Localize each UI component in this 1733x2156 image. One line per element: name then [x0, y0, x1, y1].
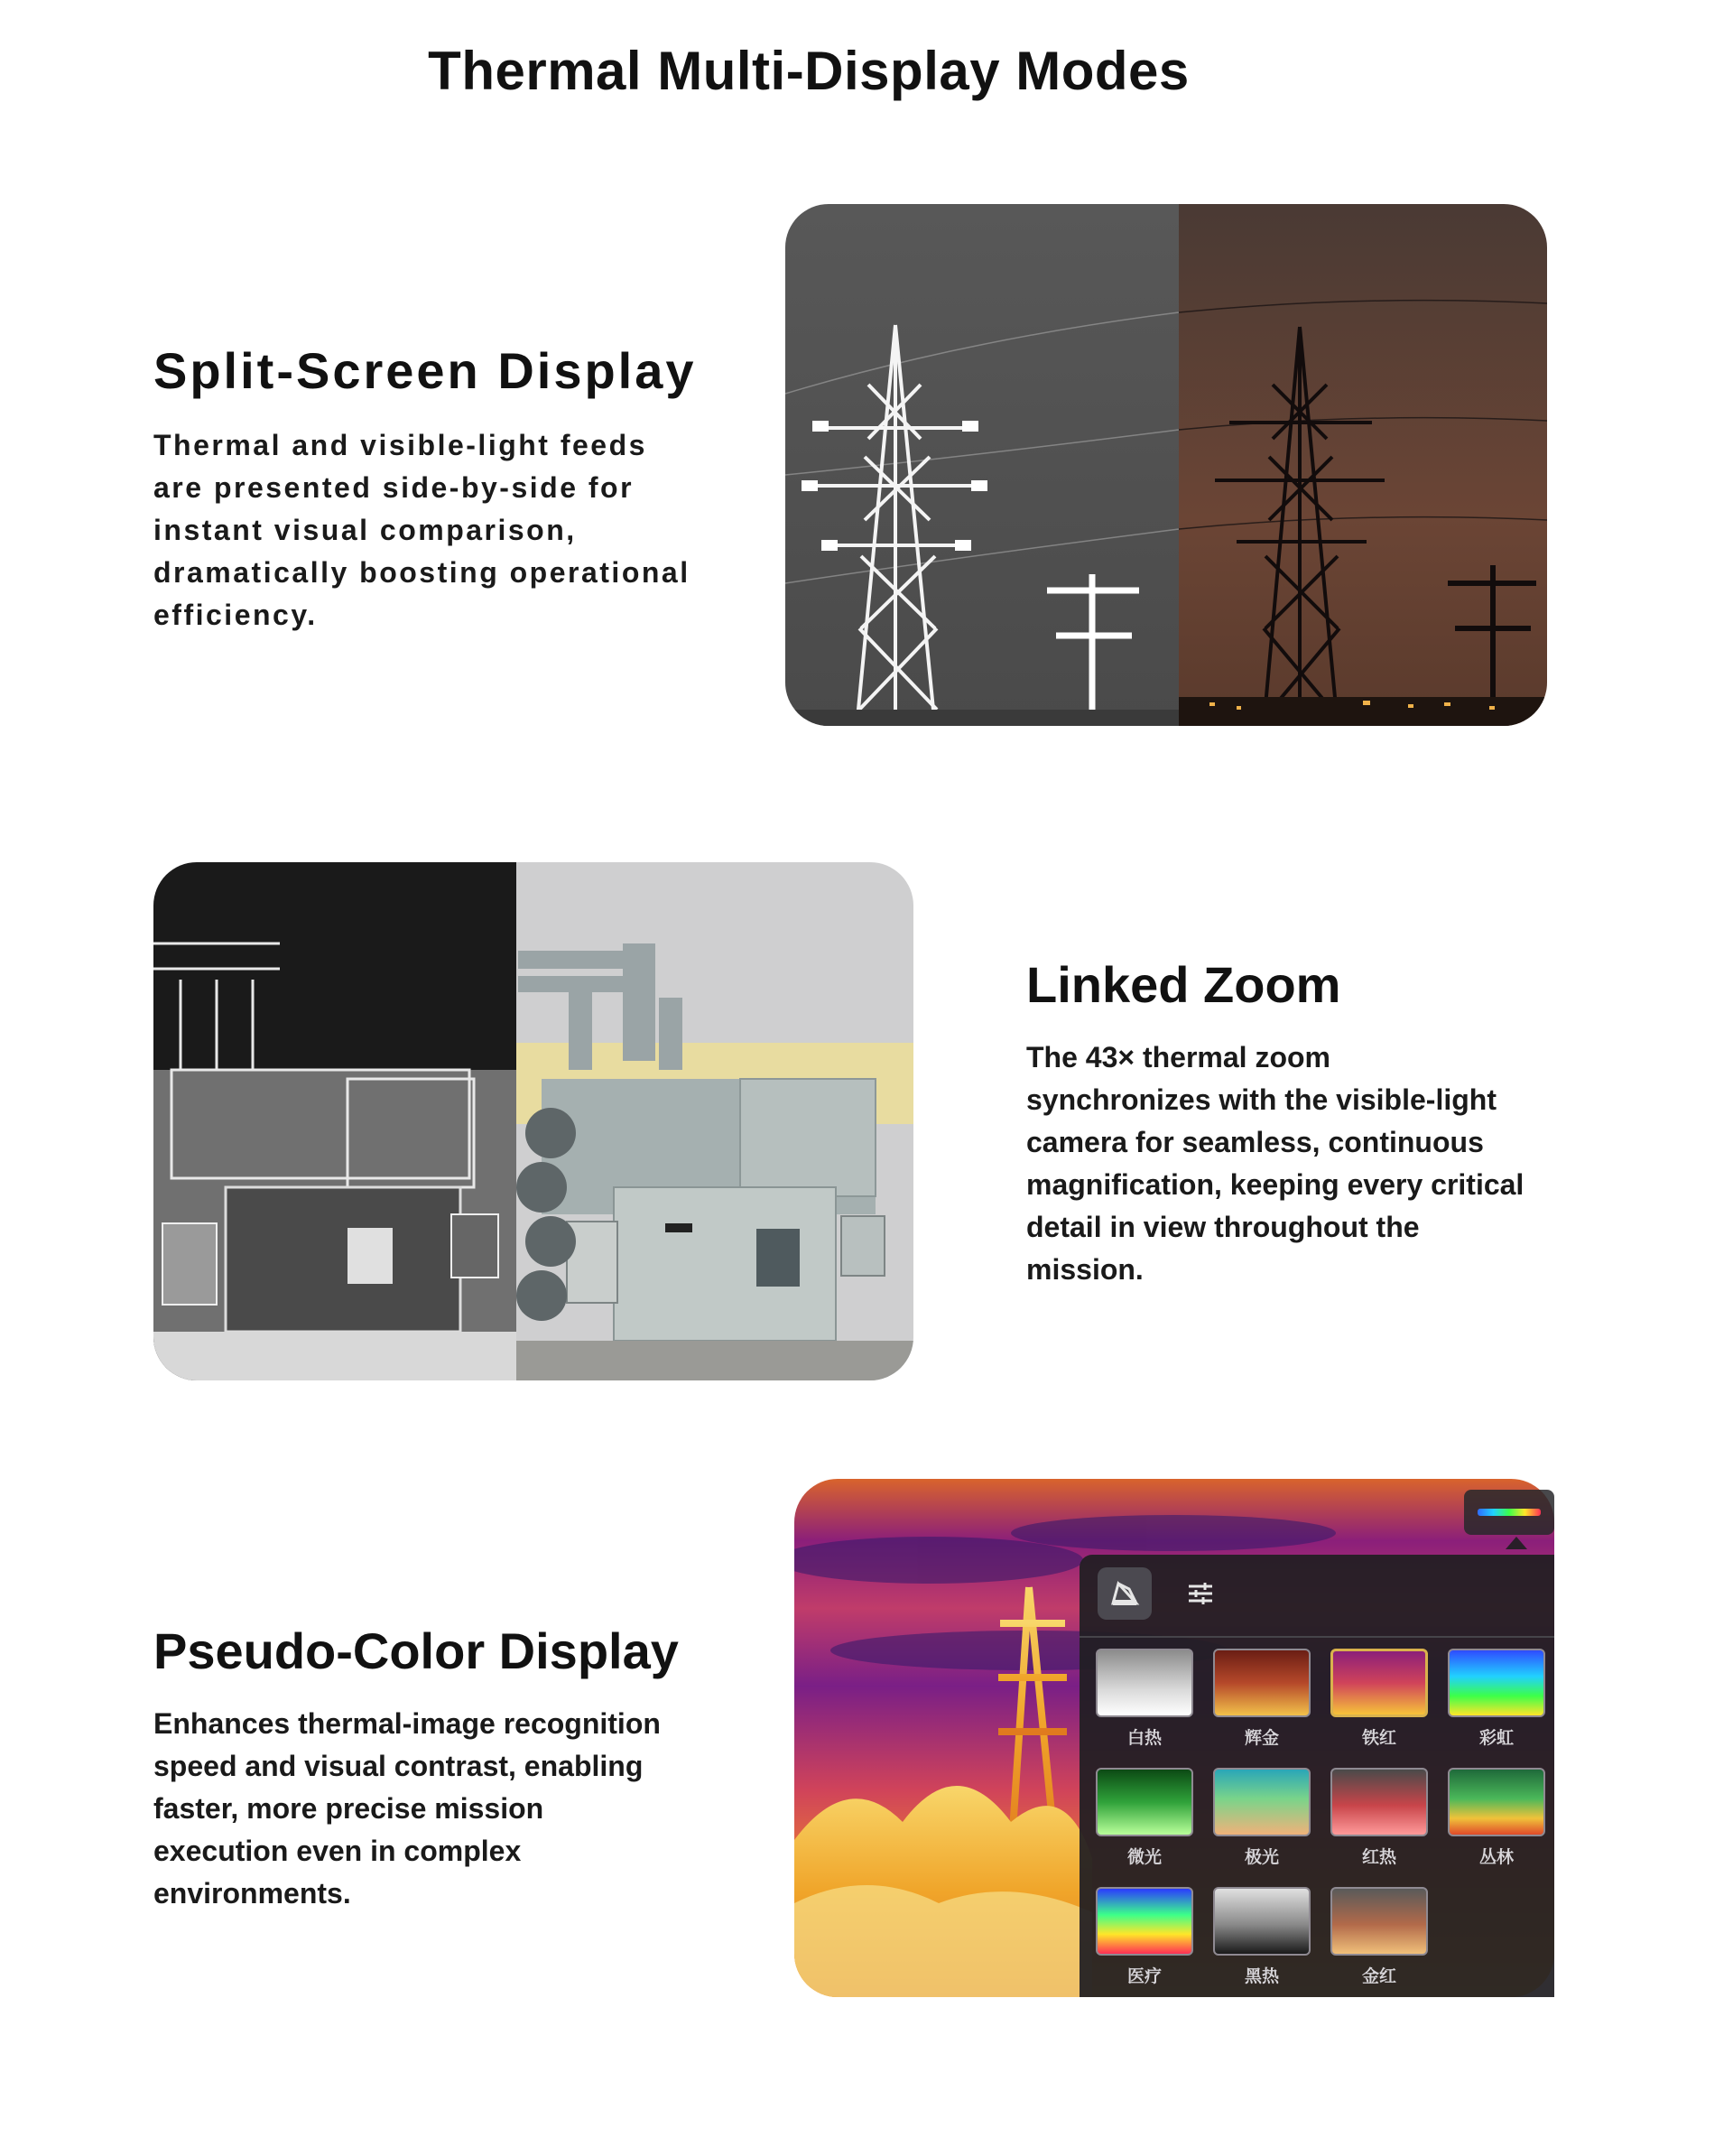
palette-label: 金红	[1361, 1966, 1396, 1986]
tab-palette[interactable]	[1098, 1567, 1152, 1620]
pseudo-color-description	[153, 1703, 661, 1915]
palette-menu-separator	[1080, 1636, 1554, 1638]
palette-option-gold-red[interactable]	[1330, 1887, 1428, 1992]
linked-zoom-image	[153, 862, 913, 1380]
palette-menu-tabs	[1098, 1567, 1228, 1620]
palette-label: 极光	[1244, 1847, 1279, 1867]
description-line: execution even in complex	[153, 1835, 522, 1867]
description-line: The 43× thermal zoom	[1026, 1041, 1330, 1073]
palette-swatch	[1096, 1768, 1193, 1836]
palette-label: 红热	[1361, 1847, 1396, 1867]
palette-option-lowlight[interactable]	[1096, 1768, 1193, 1873]
palette-option-red-hot[interactable]	[1330, 1768, 1428, 1873]
description-line: faster, more precise mission	[153, 1792, 544, 1825]
description-line: environments.	[153, 1877, 351, 1910]
split-screen-title: Split-Screen Display	[153, 342, 697, 399]
palette-swatch	[1213, 1768, 1311, 1836]
palette-swatch	[1330, 1649, 1428, 1717]
palette-swatch	[1096, 1887, 1193, 1956]
description-line: mission.	[1026, 1253, 1144, 1286]
rainbow-bar-icon	[1478, 1506, 1541, 1519]
palette-icon	[1109, 1580, 1140, 1607]
palette-option-gold[interactable]	[1213, 1649, 1311, 1753]
palette-swatch	[1330, 1887, 1428, 1956]
palette-label: 丛林	[1478, 1847, 1514, 1867]
palette-picker-button[interactable]	[1464, 1490, 1554, 1535]
description-line: dramatically boosting operational	[153, 556, 690, 589]
description-line: detail in view throughout the	[1026, 1211, 1420, 1243]
palette-option-black-hot[interactable]	[1213, 1887, 1311, 1992]
palette-label: 铁红	[1361, 1728, 1396, 1748]
palette-label: 医疗	[1126, 1966, 1162, 1986]
palette-option-jungle[interactable]	[1448, 1768, 1545, 1873]
palette-option-medical[interactable]	[1096, 1887, 1193, 1992]
palette-option-white-hot[interactable]	[1096, 1649, 1193, 1753]
description-line: magnification, keeping every critical	[1026, 1168, 1524, 1201]
palette-swatch	[1213, 1649, 1311, 1717]
tab-adjust[interactable]	[1173, 1567, 1228, 1620]
palette-option-aurora[interactable]	[1213, 1768, 1311, 1873]
description-line: are presented side-by-side for	[153, 471, 635, 504]
palette-label: 白热	[1126, 1728, 1162, 1748]
palette-label: 黑热	[1244, 1966, 1279, 1986]
linked-zoom-description	[1026, 1036, 1524, 1291]
palette-label: 辉金	[1244, 1728, 1279, 1748]
palette-label: 微光	[1126, 1847, 1162, 1867]
palette-swatch	[1213, 1887, 1311, 1956]
split-screen-image	[785, 204, 1547, 726]
palette-swatch	[1096, 1649, 1193, 1717]
page-title: Thermal Multi-Display Modes	[428, 41, 1190, 101]
description-line: efficiency.	[153, 599, 318, 631]
description-line: synchronizes with the visible-light	[1026, 1083, 1497, 1116]
palette-menu	[1080, 1555, 1554, 1997]
split-screen-description	[153, 424, 690, 637]
description-line: instant visual comparison,	[153, 514, 577, 546]
palette-label: 彩虹	[1478, 1728, 1514, 1748]
palette-swatch	[1448, 1649, 1545, 1717]
sliders-icon	[1187, 1582, 1214, 1605]
palette-swatch	[1330, 1768, 1428, 1836]
pseudo-color-title: Pseudo-Color Display	[153, 1622, 679, 1679]
description-line: Enhances thermal-image recognition	[153, 1707, 661, 1740]
description-line: camera for seamless, continuous	[1026, 1126, 1484, 1158]
palette-option-iron-red[interactable]	[1330, 1649, 1428, 1753]
palette-menu-arrow	[1506, 1537, 1527, 1549]
palette-option-rainbow[interactable]	[1448, 1649, 1545, 1753]
description-line: Thermal and visible-light feeds	[153, 429, 647, 461]
description-line: speed and visual contrast, enabling	[153, 1750, 644, 1782]
linked-zoom-title: Linked Zoom	[1026, 956, 1341, 1013]
palette-swatch	[1448, 1768, 1545, 1836]
